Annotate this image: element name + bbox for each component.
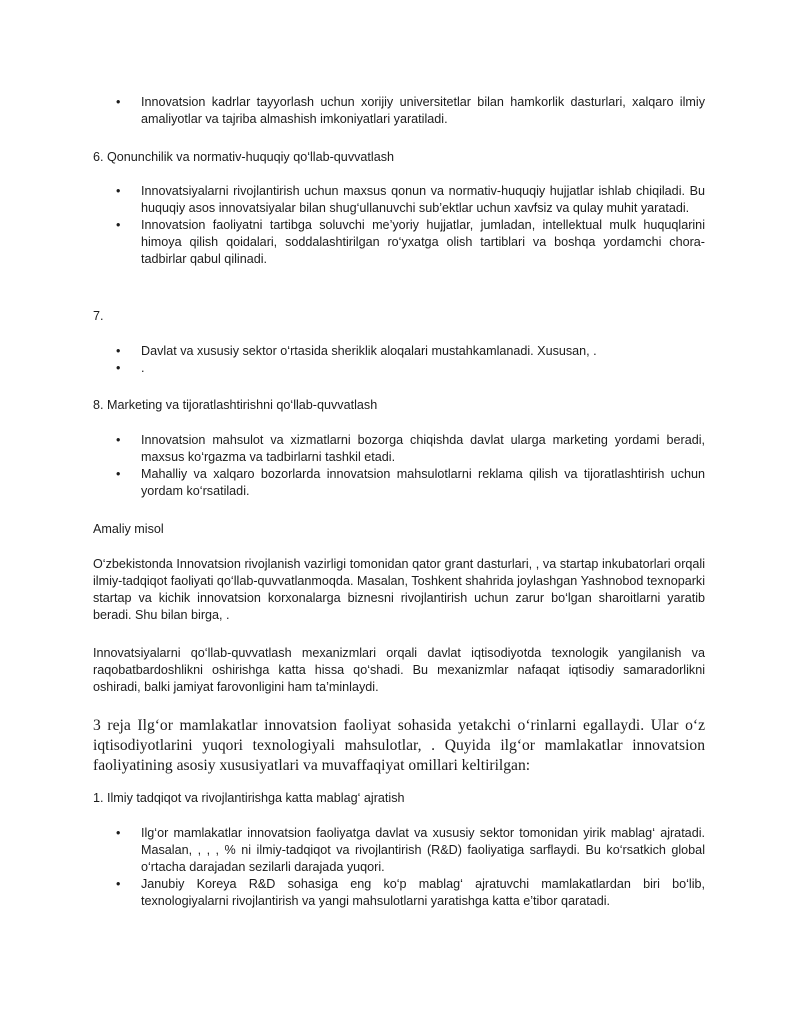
list-item-text: Davlat va xususiy sektor o‘rtasida sheriklik aloqalari mustahkamlanadi. Xususan, . — [141, 344, 597, 358]
bullet-list-4 — [93, 432, 705, 500]
bullet-icon: • — [116, 95, 121, 109]
list-item — [93, 343, 705, 360]
bullet-icon: • — [116, 826, 121, 840]
section-heading-6: 6. Qonunchilik va normativ-huquqiy qo‘llab-quvvatlash — [93, 150, 395, 164]
bullet-icon: • — [116, 184, 121, 198]
bullet-icon: • — [116, 218, 121, 232]
example-title: Amaliy misol — [93, 522, 164, 536]
list-item — [93, 466, 705, 500]
bullet-list-1 — [93, 94, 705, 128]
bullet-icon: • — [116, 467, 121, 481]
list-item — [93, 825, 705, 876]
list-item-text: Innovatsion kadrlar tayyorlash uchun xorijiy universitetlar bilan hamkorlik dasturlari, xalqaro ilmiy amaliyotlar va tajriba almashish imkoniyatlari yaratiladi. — [141, 95, 705, 126]
list-item-text: . — [141, 361, 145, 375]
list-item — [93, 183, 705, 217]
list-item — [93, 360, 705, 377]
bullet-icon: • — [116, 877, 121, 891]
list-item-text: Innovatsiyalarni rivojlantirish uchun maxsus qonun va normativ-huquqiy hujjatlar ishlab chiqiladi. Bu huquqiy asos innovatsiyalar bilan shug‘ullanuvchi sub’ektlar uchun xavfsiz va qulay muhit yaratadi. — [141, 184, 705, 215]
section-heading-1: 1. Ilmiy tadqiqot va rivojlantirishga katta mablag‘ ajratish — [93, 791, 405, 805]
bullet-icon: • — [116, 433, 121, 447]
list-item — [93, 217, 705, 268]
list-item-text: Mahalliy va xalqaro bozorlarda innovatsion mahsulotlarni reklama qilish va tijoratlashtirish uchun yordam ko‘rsatiladi. — [141, 467, 705, 498]
list-item — [93, 94, 705, 128]
list-item-text: Innovatsion faoliyatni tartibga soluvchi me’yoriy hujjatlar, jumladan, intellektual mulk huquqlarini himoya qilish qoidalari, soddalashtirilgan ro‘yxatga olish tartiblari va boshqa yordamchi chora-tadbirlar qabul qilinadi. — [141, 218, 705, 266]
bullet-icon: • — [116, 361, 121, 375]
conclusion-paragraph: Innovatsiyalarni qo‘llab-quvvatlash mexanizmlari orqali davlat iqtisodiyotda texnologik yangilanish va raqobatbardoshlikni oshirishga katta hissa qo‘shadi. Bu mexanizmlar nafaqat iqtisodiy samaradorlikni oshiradi, balki jamiyat farovonligini ham ta’minlaydi. — [93, 646, 705, 694]
list-item — [93, 432, 705, 466]
bullet-icon: • — [116, 344, 121, 358]
bullet-list-3 — [93, 343, 705, 377]
list-item-text: Janubiy Koreya R&D sohasiga eng ko‘p mablag‘ ajratuvchi mamlakatlardan biri bo‘lib, texnologiyalarni rivojlantirish va yangi mahsulotlarni yaratishga katta e’tibor qaratadi. — [141, 877, 705, 908]
list-item-text: Ilg‘or mamlakatlar innovatsion faoliyatga davlat va xususiy sektor tomonidan yirik mablag‘ ajratadi. Masalan, , , , % ni ilmiy-tadqiqot va rivojlantirish (R&D) faoliyatiga sarflaydi. Bu ko‘rsatkich global o‘rtacha darajadan sezilarli darajada yuqori. — [141, 826, 705, 874]
list-item — [93, 876, 705, 910]
bullet-list-2 — [93, 183, 705, 268]
section-heading-8: 8. Marketing va tijoratlashtirishni qo‘llab-quvvatlash — [93, 398, 378, 412]
list-item-text: Innovatsion mahsulot va xizmatlarni bozorga chiqishda davlat ularga marketing yordami beradi, maxsus ko‘rgazma va tadbirlarni tashkil etadi. — [141, 433, 705, 464]
plan-3-paragraph: 3 reja Ilg‘or mamlakatlar innovatsion faoliyat sohasida yetakchi o‘rinlarni egallaydi. Ular o‘z iqtisodiyotlarini yuqori texnologiyali mahsulotlar, . Quyida ilg‘or mamlakatlar innovatsion faoliyatining asosiy xususiyatlari va muvaffaqiyat omillari keltirilgan: — [93, 717, 705, 774]
section-heading-7: 7. — [93, 309, 104, 323]
example-paragraph: O‘zbekistonda Innovatsion rivojlanish vazirligi tomonidan qator grant dasturlari, , va startap inkubatorlari orqali ilmiy-tadqiqot faoliyati qo‘llab-quvvatlanmoqda. Masalan, Toshkent shahrida joylashgan Yashnobod texnoparki startap va kichik innovatsion korxonalarga biznesni rivojlantirish uchun zarur bo‘lgan sharoitlarni yaratib beradi. Shu bilan birga, . — [93, 557, 705, 622]
bullet-list-5 — [93, 825, 705, 910]
